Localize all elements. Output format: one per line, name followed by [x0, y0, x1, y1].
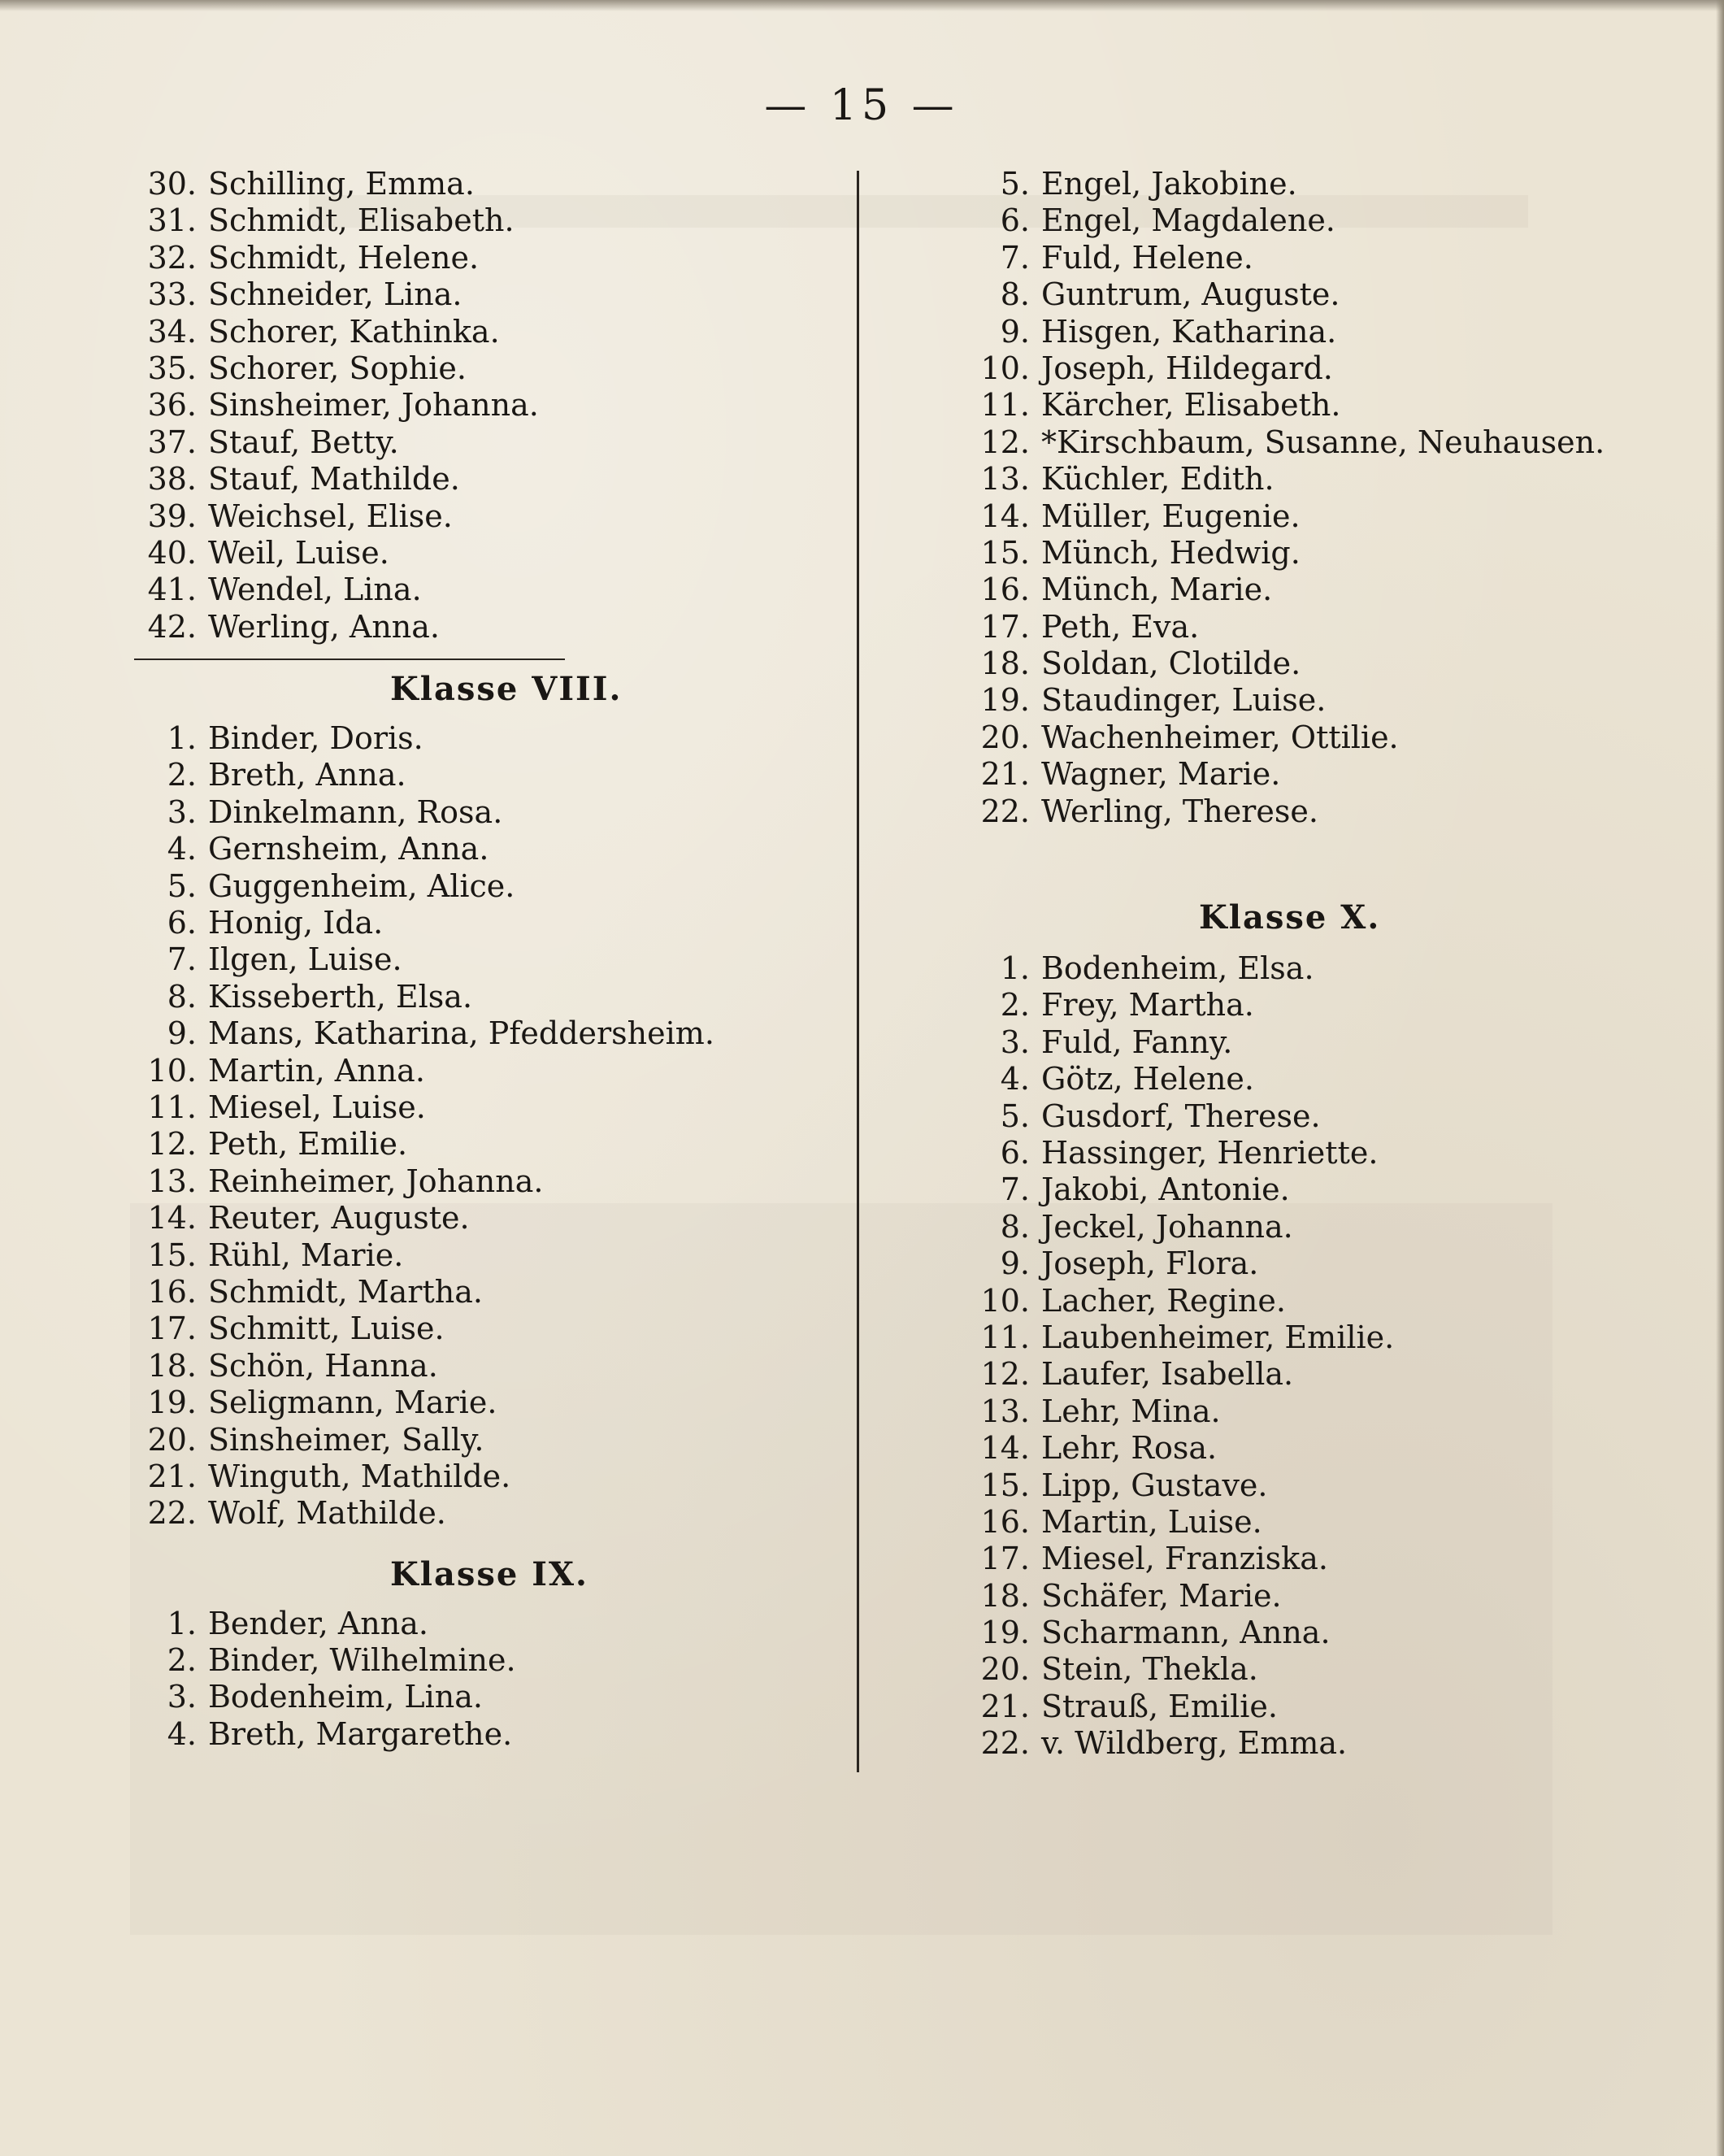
entry-number: 2.	[1000, 987, 1030, 1024]
list-item	[122, 276, 837, 313]
list-item	[122, 979, 837, 1015]
list-item	[955, 535, 1687, 572]
entry-name: Lehr, Mina.	[1041, 1393, 1221, 1429]
entry-number: 1.	[167, 720, 197, 757]
entry-number: 14.	[980, 1430, 1030, 1467]
entry-number: 14.	[980, 498, 1030, 534]
entry-name: Schorer, Sophie.	[208, 350, 467, 386]
entry-number: 2.	[167, 757, 197, 793]
entry-name: Lehr, Rosa.	[1041, 1430, 1218, 1467]
entry-number: 11.	[980, 387, 1030, 424]
entry-number: 7.	[1000, 1171, 1030, 1208]
entry-number: 12.	[147, 1126, 197, 1163]
list-item	[122, 1422, 837, 1458]
list-item	[955, 424, 1687, 461]
entry-number: 13.	[980, 461, 1030, 498]
entry-name: Küchler, Edith.	[1041, 461, 1275, 498]
list-item	[122, 350, 837, 387]
list-item	[955, 1135, 1687, 1171]
entry-number: 12.	[980, 424, 1030, 460]
entry-number: 5.	[1000, 166, 1030, 202]
entry-number: 10.	[147, 1052, 197, 1089]
entry-name: Staudinger, Luise.	[1041, 682, 1327, 719]
entry-name: Kärcher, Elisabeth.	[1041, 387, 1341, 424]
entry-name: Kisseberth, Elsa.	[208, 978, 473, 1015]
list-item	[122, 1126, 837, 1163]
entry-name: Schmidt, Helene.	[208, 239, 480, 276]
entry-number: 21.	[980, 756, 1030, 793]
entry-number: 11.	[147, 1089, 197, 1125]
list-item	[955, 1319, 1687, 1356]
list-item	[122, 720, 837, 757]
entry-name: Engel, Jakobine.	[1041, 166, 1297, 202]
list-item	[955, 1098, 1687, 1135]
list-item	[122, 461, 837, 498]
list-item	[955, 793, 1687, 830]
entry-number: 22.	[980, 1725, 1030, 1762]
entry-name: Sinsheimer, Johanna.	[208, 387, 539, 424]
list-item	[955, 276, 1687, 313]
entry-name: Schmidt, Elisabeth.	[208, 202, 515, 239]
entry-number: 16.	[147, 1273, 197, 1310]
list-item	[955, 1467, 1687, 1504]
entry-number: 11.	[980, 1319, 1030, 1355]
entry-number: 8.	[1000, 276, 1030, 313]
section-heading-klasse-viii: Klasse VIII.	[390, 670, 623, 709]
entry-name: Stauf, Betty.	[208, 424, 399, 460]
entry-name: Münch, Hedwig.	[1041, 534, 1301, 571]
entry-name: Engel, Magdalene.	[1041, 202, 1335, 239]
entry-number: 38.	[147, 461, 197, 498]
page-top-edge	[0, 0, 1724, 11]
entry-name: Ilgen, Luise.	[208, 941, 402, 978]
list-item	[955, 1024, 1687, 1061]
entry-number: 21.	[980, 1688, 1030, 1724]
name-list	[122, 720, 837, 1532]
entry-number: 10.	[980, 350, 1030, 386]
list-item	[955, 1245, 1687, 1282]
list-item	[122, 1053, 837, 1089]
list-item	[955, 1651, 1687, 1688]
entry-name: Guntrum, Auguste.	[1041, 276, 1340, 313]
entry-number: 16.	[980, 1503, 1030, 1540]
entry-number: 12.	[980, 1356, 1030, 1393]
entry-number: 3.	[167, 793, 197, 830]
left-column	[122, 166, 837, 1753]
entry-name: Stein, Thekla.	[1041, 1651, 1258, 1688]
list-item	[955, 1578, 1687, 1615]
list-item	[122, 794, 837, 831]
list-item	[122, 831, 837, 867]
entry-name: Schorer, Kathinka.	[208, 313, 500, 350]
entry-name: Fuld, Fanny.	[1041, 1024, 1233, 1060]
list-item	[955, 202, 1687, 239]
list-item	[955, 719, 1687, 756]
section-heading-klasse-x: Klasse X.	[1199, 898, 1381, 937]
list-item	[122, 609, 837, 645]
entry-name: Miesel, Franziska.	[1041, 1541, 1328, 1577]
entry-number: 15.	[980, 1467, 1030, 1503]
list-item	[955, 166, 1687, 202]
entry-name: Frey, Martha.	[1041, 987, 1254, 1024]
list-item	[955, 682, 1687, 719]
list-item	[955, 387, 1687, 424]
entry-name: Honig, Ida.	[208, 905, 384, 941]
list-item	[122, 202, 837, 239]
entry-name: Götz, Helene.	[1041, 1061, 1254, 1098]
list-item	[122, 572, 837, 608]
entry-name: Guggenheim, Alice.	[208, 867, 515, 904]
list-item	[955, 1061, 1687, 1098]
entry-number: 20.	[147, 1421, 197, 1458]
entry-number: 7.	[1000, 239, 1030, 276]
entry-name: Wolf, Mathilde.	[208, 1495, 446, 1532]
entry-name: Martin, Anna.	[208, 1052, 425, 1089]
entry-name: Bender, Anna.	[208, 1605, 428, 1641]
entry-name: Jeckel, Johanna.	[1041, 1208, 1293, 1245]
entry-name: Bodenheim, Lina.	[208, 1679, 483, 1715]
entry-name: Schmidt, Martha.	[208, 1273, 483, 1310]
entry-number: 2.	[167, 1642, 197, 1679]
entry-name: Hisgen, Katharina.	[1041, 313, 1337, 350]
entry-number: 5.	[1000, 1098, 1030, 1134]
list-item	[955, 1615, 1687, 1651]
entry-number: 33.	[147, 276, 197, 313]
entry-number: 4.	[167, 831, 197, 867]
entry-number: 20.	[980, 1651, 1030, 1688]
entry-number: 4.	[167, 1715, 197, 1752]
entry-name: Mans, Katharina, Pfeddersheim.	[208, 1015, 714, 1052]
list-item	[122, 535, 837, 572]
column-divider	[857, 171, 859, 1772]
entry-name: Miesel, Luise.	[208, 1089, 426, 1125]
list-item	[122, 1642, 837, 1679]
list-item	[122, 1237, 837, 1274]
entry-number: 37.	[147, 424, 197, 460]
entry-number: 36.	[147, 387, 197, 424]
entry-number: 40.	[147, 534, 197, 571]
entry-name: Rühl, Marie.	[208, 1237, 404, 1273]
list-item	[122, 757, 837, 793]
entry-name: Joseph, Flora.	[1041, 1245, 1259, 1282]
list-item	[122, 1089, 837, 1126]
entry-name: Werling, Anna.	[208, 608, 440, 645]
entry-number: 6.	[1000, 202, 1030, 239]
name-list	[955, 166, 1687, 830]
entry-name: v. Wildberg, Emma.	[1041, 1725, 1348, 1762]
entry-name: Lipp, Gustave.	[1041, 1467, 1268, 1503]
entry-number: 22.	[147, 1495, 197, 1532]
list-item	[122, 1716, 837, 1753]
entry-name: Winguth, Mathilde.	[208, 1458, 511, 1494]
list-item	[122, 387, 837, 424]
list-item	[122, 1015, 837, 1052]
list-item	[122, 240, 837, 276]
entry-number: 35.	[147, 350, 197, 386]
entry-number: 14.	[147, 1200, 197, 1237]
entry-name: Breth, Margarethe.	[208, 1715, 513, 1752]
entry-name: Wagner, Marie.	[1041, 756, 1281, 793]
entry-number: 1.	[1000, 950, 1030, 987]
entry-number: 9.	[167, 1015, 197, 1052]
entry-number: 4.	[1000, 1061, 1030, 1098]
entry-number: 17.	[980, 1541, 1030, 1577]
list-item	[122, 1384, 837, 1421]
entry-name: *Kirschbaum, Susanne, Neuhausen.	[1041, 424, 1605, 460]
entry-number: 13.	[980, 1393, 1030, 1429]
entry-name: Peth, Emilie.	[208, 1126, 408, 1163]
entry-number: 9.	[1000, 1245, 1030, 1282]
list-item	[122, 1274, 837, 1311]
entry-name: Wendel, Lina.	[208, 572, 422, 608]
name-list	[122, 166, 837, 645]
entry-number: 17.	[980, 608, 1030, 645]
entry-name: Martin, Luise.	[1041, 1503, 1262, 1540]
list-item	[955, 572, 1687, 608]
list-item	[955, 1171, 1687, 1208]
list-item	[955, 461, 1687, 498]
list-item	[955, 314, 1687, 350]
list-item	[955, 609, 1687, 645]
entry-number: 7.	[167, 941, 197, 978]
name-list	[122, 1606, 837, 1754]
list-item	[122, 1311, 837, 1347]
entry-number: 6.	[167, 905, 197, 941]
entry-number: 22.	[980, 793, 1030, 829]
section-rule	[134, 659, 565, 660]
entry-name: Bodenheim, Elsa.	[1041, 950, 1314, 987]
entry-name: Reinheimer, Johanna.	[208, 1163, 544, 1199]
entry-name: Lacher, Regine.	[1041, 1282, 1286, 1319]
entry-number: 32.	[147, 239, 197, 276]
entry-name: Reuter, Auguste.	[208, 1200, 470, 1237]
entry-name: Weichsel, Elise.	[208, 498, 453, 534]
entry-number: 18.	[980, 1577, 1030, 1614]
entry-number: 19.	[147, 1384, 197, 1421]
list-item	[955, 240, 1687, 276]
list-item	[955, 1504, 1687, 1541]
entry-number: 34.	[147, 313, 197, 350]
entry-name: Schäfer, Marie.	[1041, 1577, 1282, 1614]
entry-name: Wachenheimer, Ottilie.	[1041, 719, 1399, 755]
entry-name: Peth, Eva.	[1041, 608, 1200, 645]
list-item	[955, 1356, 1687, 1393]
list-item	[122, 314, 837, 350]
entry-name: Müller, Eugenie.	[1041, 498, 1301, 534]
right-column	[955, 166, 1687, 1763]
entry-name: Schilling, Emma.	[208, 166, 475, 202]
entry-number: 6.	[1000, 1134, 1030, 1171]
entry-name: Hassinger, Henriette.	[1041, 1134, 1379, 1171]
entry-number: 15.	[147, 1237, 197, 1273]
list-item	[122, 1679, 837, 1715]
entry-name: Laufer, Isabella.	[1041, 1356, 1294, 1393]
list-item	[955, 1689, 1687, 1725]
name-list	[955, 950, 1687, 1763]
entry-number: 17.	[147, 1311, 197, 1347]
list-item	[955, 987, 1687, 1024]
entry-name: Breth, Anna.	[208, 757, 406, 793]
list-item	[122, 1458, 837, 1495]
list-item	[955, 1725, 1687, 1762]
entry-number: 20.	[980, 719, 1030, 755]
entry-name: Weil, Luise.	[208, 534, 389, 571]
entry-name: Strauß, Emilie.	[1041, 1688, 1278, 1724]
entry-name: Joseph, Hildegard.	[1041, 350, 1333, 386]
entry-name: Scharmann, Anna.	[1041, 1615, 1331, 1651]
list-item	[122, 1348, 837, 1384]
entry-number: 5.	[167, 867, 197, 904]
entry-name: Seligmann, Marie.	[208, 1384, 497, 1421]
list-item	[955, 350, 1687, 387]
list-item	[122, 1163, 837, 1200]
page-number: — 15 —	[764, 81, 959, 130]
entry-name: Schön, Hanna.	[208, 1347, 438, 1384]
entry-number: 13.	[147, 1163, 197, 1199]
list-item	[955, 1209, 1687, 1245]
list-item	[122, 1495, 837, 1532]
list-item	[122, 498, 837, 535]
entry-number: 39.	[147, 498, 197, 534]
list-item	[955, 1393, 1687, 1430]
entry-number: 41.	[147, 572, 197, 608]
page-right-edge	[1716, 0, 1724, 2156]
entry-number: 3.	[167, 1679, 197, 1715]
entry-number: 9.	[1000, 313, 1030, 350]
entry-name: Soldan, Clotilde.	[1041, 645, 1301, 682]
entry-number: 10.	[980, 1282, 1030, 1319]
entry-number: 16.	[980, 572, 1030, 608]
list-item	[122, 166, 837, 202]
entry-name: Schmitt, Luise.	[208, 1311, 445, 1347]
entry-number: 42.	[147, 608, 197, 645]
entry-name: Binder, Doris.	[208, 720, 423, 757]
section-heading-klasse-ix: Klasse IX.	[390, 1554, 588, 1593]
entry-name: Gernsheim, Anna.	[208, 831, 489, 867]
list-item	[122, 905, 837, 941]
entry-name: Münch, Marie.	[1041, 572, 1273, 608]
entry-number: 1.	[167, 1605, 197, 1641]
list-item	[122, 1200, 837, 1237]
entry-number: 8.	[1000, 1208, 1030, 1245]
entry-number: 31.	[147, 202, 197, 239]
list-item	[955, 950, 1687, 987]
entry-number: 19.	[980, 1615, 1030, 1651]
entry-number: 30.	[147, 166, 197, 202]
list-item	[955, 756, 1687, 793]
list-item	[122, 941, 837, 978]
entry-name: Gusdorf, Therese.	[1041, 1098, 1321, 1134]
list-item	[955, 498, 1687, 535]
entry-name: Stauf, Mathilde.	[208, 461, 460, 498]
entry-number: 18.	[980, 645, 1030, 682]
entry-name: Dinkelmann, Rosa.	[208, 793, 503, 830]
entry-name: Laubenheimer, Emilie.	[1041, 1319, 1395, 1355]
list-item	[122, 424, 837, 461]
list-item	[955, 1283, 1687, 1319]
entry-name: Jakobi, Antonie.	[1041, 1171, 1290, 1208]
entry-number: 19.	[980, 682, 1030, 719]
list-item	[122, 1606, 837, 1642]
entry-name: Binder, Wilhelmine.	[208, 1642, 516, 1679]
entry-name: Sinsheimer, Sally.	[208, 1421, 484, 1458]
entry-number: 8.	[167, 978, 197, 1015]
list-item	[955, 1541, 1687, 1577]
entry-number: 3.	[1000, 1024, 1030, 1060]
entry-name: Fuld, Helene.	[1041, 239, 1253, 276]
entry-number: 15.	[980, 534, 1030, 571]
entry-name: Schneider, Lina.	[208, 276, 462, 313]
entry-name: Werling, Therese.	[1041, 793, 1318, 829]
list-item	[955, 1430, 1687, 1467]
list-item	[122, 868, 837, 905]
entry-number: 18.	[147, 1347, 197, 1384]
list-item	[955, 645, 1687, 682]
entry-number: 21.	[147, 1458, 197, 1494]
